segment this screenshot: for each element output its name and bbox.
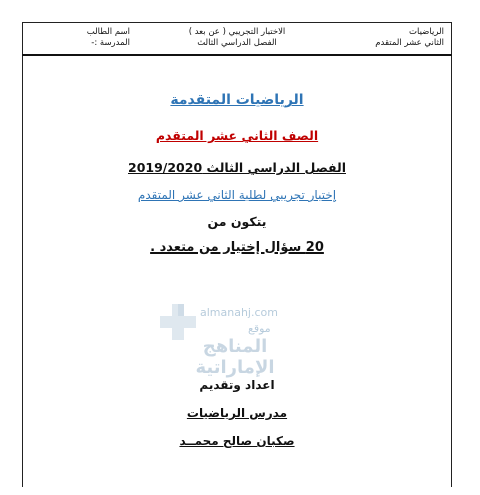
author-name: صكبان صالح محمــد <box>179 434 295 448</box>
header-subject <box>334 27 444 49</box>
document-title: الرياضيات المتقدمة <box>170 92 304 108</box>
header-student-info <box>40 27 130 49</box>
header-divider <box>22 54 452 56</box>
header-subject-line2: الثاني عشر المتقدم <box>375 38 444 48</box>
exam-description: إختبار تجريبي لطلبة الثاني عشر المتقدم <box>137 188 337 202</box>
term-label: الفصل الدراسي الثالث 2019/2020 <box>128 160 346 175</box>
document-header <box>22 22 452 52</box>
question-count: 20 سؤال إختيار من متعدد . <box>150 240 324 255</box>
grade-label: الصف الثاني عشر المتقدم <box>155 128 319 143</box>
consists-of-label: يتكون من <box>207 214 267 229</box>
header-exam-line2: الفصل الدراسي الثالث <box>197 38 277 48</box>
header-student-name-label: اسم الطالب <box>86 27 130 37</box>
header-exam-line1: الاختبار التجريبي ( عن بعد ) <box>188 27 286 37</box>
watermark-site-word: موقع <box>248 322 271 335</box>
site-watermark <box>158 300 308 378</box>
header-school-label: المدرسة :- <box>91 38 130 48</box>
watermark-url: almanahj.com <box>200 306 278 319</box>
watermark-site-name: المناهج الإماراتية <box>195 336 275 378</box>
header-subject-line1: الرياضيات <box>409 27 444 37</box>
prepared-by-label: اعداد وتقديم <box>199 378 275 392</box>
header-exam-info <box>162 27 312 49</box>
teacher-role: مدرس الرياضيات <box>186 406 288 420</box>
